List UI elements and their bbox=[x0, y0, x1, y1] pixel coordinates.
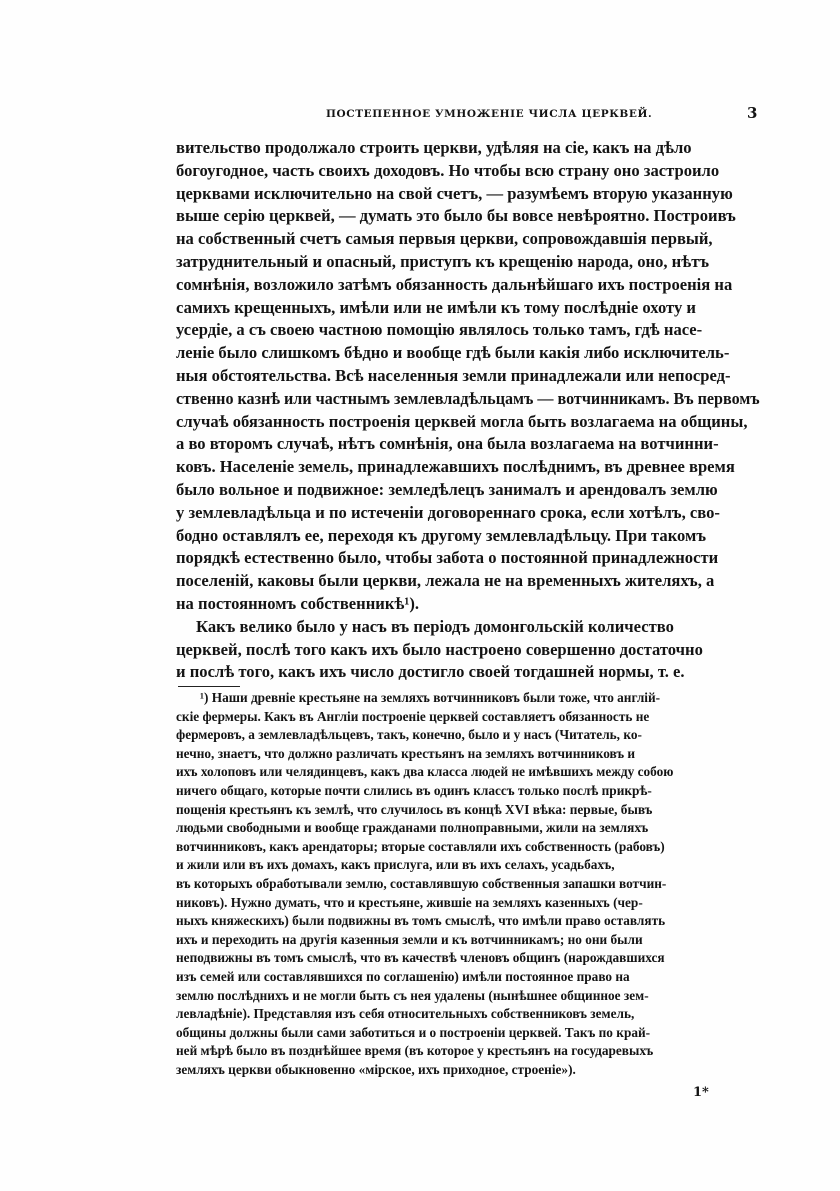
body-line: вительство продолжало строить церкви, удѣляя на сіе, какъ на дѣло bbox=[176, 138, 692, 157]
body-line: выше серію церквей, — думать это было бы вовсе невѣроятно. Построивъ bbox=[176, 206, 736, 226]
footnote-line: фермеровъ, а землевладѣльцевъ, такъ, конечно, было и у насъ (Читатель, ко- bbox=[176, 727, 642, 743]
body-line: порядкѣ естественно было, чтобы забота о постоянной принадлежности bbox=[176, 548, 719, 568]
body-line: Какъ велико было у насъ въ періодъ домонгольскій количество bbox=[196, 616, 674, 636]
body-line: усердіе, а съ своею частною помощію являлось только тамъ, гдѣ насе- bbox=[176, 320, 703, 340]
body-line: на собственный счетъ самыя первыя церкви, сопровождавшія первый, bbox=[176, 229, 713, 249]
footnote-line: пощенія крестьянъ къ землѣ, что случилось въ концѣ XVI вѣка: первые, бывъ bbox=[176, 801, 653, 817]
body-line: церквей, послѣ того какъ ихъ было настроено совершенно достаточно bbox=[176, 639, 703, 659]
body-line: и послѣ того, какъ ихъ число достигло своей тогдашней нормы, т. е. bbox=[176, 662, 685, 682]
footnote-line: въ которыхъ обработывали землю, составлявшую собственныя запашки вотчин- bbox=[176, 876, 667, 891]
footnote-line: изъ семей или составлявшихся по соглашенію) имѣли постоянное право на bbox=[176, 969, 630, 984]
body-line: самихъ крещенныхъ, имѣли или не имѣли къ тому послѣдніе охоту и bbox=[176, 297, 696, 317]
footnote-rule bbox=[178, 686, 240, 687]
footnote-line: нечно, знаетъ, что должно различать крестьянъ на земляхъ вотчинниковъ и bbox=[176, 745, 636, 761]
body-line: богоугодное, часть своихъ доходовъ. Но чтобы всю страну оно застроило bbox=[176, 160, 720, 180]
body-line: а во второмъ случаѣ, нѣтъ сомнѣнія, она была возлагаема на вотчинни- bbox=[176, 434, 719, 454]
footnote-line: левладѣніе). Представляя изъ себя относительныхъ собственниковъ земель, bbox=[176, 1006, 635, 1022]
footnote-line: ¹) Наши древніе крестьяне на земляхъ вотчинниковъ были тоже, что англій- bbox=[200, 690, 661, 705]
footnote-line: земляхъ церкви обыкновенно «мірское, ихъ приходное, строеніе»). bbox=[176, 1062, 576, 1077]
footnote-line: землю послѣднихъ и не могли быть съ нея удалены (нынѣшнее общинное зем- bbox=[176, 987, 649, 1003]
running-title: ПОСТЕПЕННОЕ УМНОЖЕНІЕ ЧИСЛА ЦЕРКВЕЙ. bbox=[326, 108, 653, 120]
footnote-line: вотчинниковъ, какъ арендаторы; вторые составляли ихъ собственность (рабовъ) bbox=[176, 838, 665, 854]
body-line: ственно казнѣ или частнымъ землевладѣльцамъ — вотчинникамъ. Въ первомъ bbox=[176, 388, 760, 408]
footnote-line: ихъ и переходить на другія казенныя земли и къ вотчинникамъ; но они были bbox=[176, 931, 643, 947]
body-line: случаѣ обязанность построенія церквей могла быть возлагаема на общины, bbox=[176, 411, 748, 431]
footnote-line: общины должны были сами заботиться и о построеніи церквей. Такъ по край- bbox=[176, 1024, 651, 1040]
body-line: бодно оставлялъ ее, переходя къ другому землевладѣльцу. При такомъ bbox=[176, 525, 707, 545]
footnote-line: ихъ холоповъ или челядинцевъ, какъ два класса людей не имѣвшихъ между собою bbox=[176, 764, 674, 780]
footnote-line: ничего общаго, которые почти слились въ одинъ классъ только послѣ прикрѣ- bbox=[176, 783, 652, 798]
body-line: ковъ. Населеніе земель, принадлежавшихъ послѣднимъ, въ древнее время bbox=[176, 457, 735, 477]
body-line: сомнѣнія, возложило затѣмъ обязанность дальнѣйшаго ихъ построенія на bbox=[176, 274, 733, 294]
body-line: на постоянномъ собственникѣ¹). bbox=[176, 594, 419, 613]
footnote-line: людьми свободными и вообще гражданами полноправными, жили на земляхъ bbox=[176, 820, 649, 836]
body-line: затруднительный и опасный, приступъ къ крещенію народа, оно, нѣтъ bbox=[176, 252, 710, 271]
body-line: у землевладѣльца и по истеченіи договореннаго срока, если хотѣлъ, сво- bbox=[176, 502, 720, 522]
signature-mark: 1* bbox=[693, 1085, 709, 1100]
footnote-line: и жили или въ ихъ домахъ, какъ прислуга, или въ ихъ селахъ, усадьбахъ, bbox=[176, 857, 615, 873]
body-line: было вольное и подвижное: земледѣлецъ занималъ и арендовалъ землю bbox=[176, 480, 718, 499]
footnote-line: ней мѣрѣ было въ позднѣйшее время (въ которое у крестьянъ на государевыхъ bbox=[176, 1043, 654, 1059]
footnote-line: ныхъ княжескихъ) были подвижны въ томъ смыслѣ, что имѣли право оставлять bbox=[176, 913, 666, 929]
footnote-line: неподвижны въ томъ смыслѣ, что въ качествѣ членовъ общинъ (нарождавшихся bbox=[176, 950, 665, 966]
page-number: 3 bbox=[747, 104, 758, 122]
body-line: ныя обстоятельства. Всѣ населенныя земли принадлежали или непосред- bbox=[176, 366, 731, 385]
body-line: леніе было слишкомъ бѣдно и вообще гдѣ были какія либо исключитель- bbox=[176, 343, 730, 363]
body-line: церквами исключительно на свой счетъ, — разумѣемъ вторую указанную bbox=[176, 183, 733, 203]
body-line: поселеній, каковы были церкви, лежала не на временныхъ жителяхъ, а bbox=[176, 571, 715, 591]
footnote-line: скіе фермеры. Какъ въ Англіи построеніе церквей составляетъ обязанность не bbox=[176, 708, 650, 724]
footnote-line: никовъ). Нужно думать, что и крестьяне, жившіе на земляхъ казенныхъ (чер- bbox=[176, 894, 643, 910]
